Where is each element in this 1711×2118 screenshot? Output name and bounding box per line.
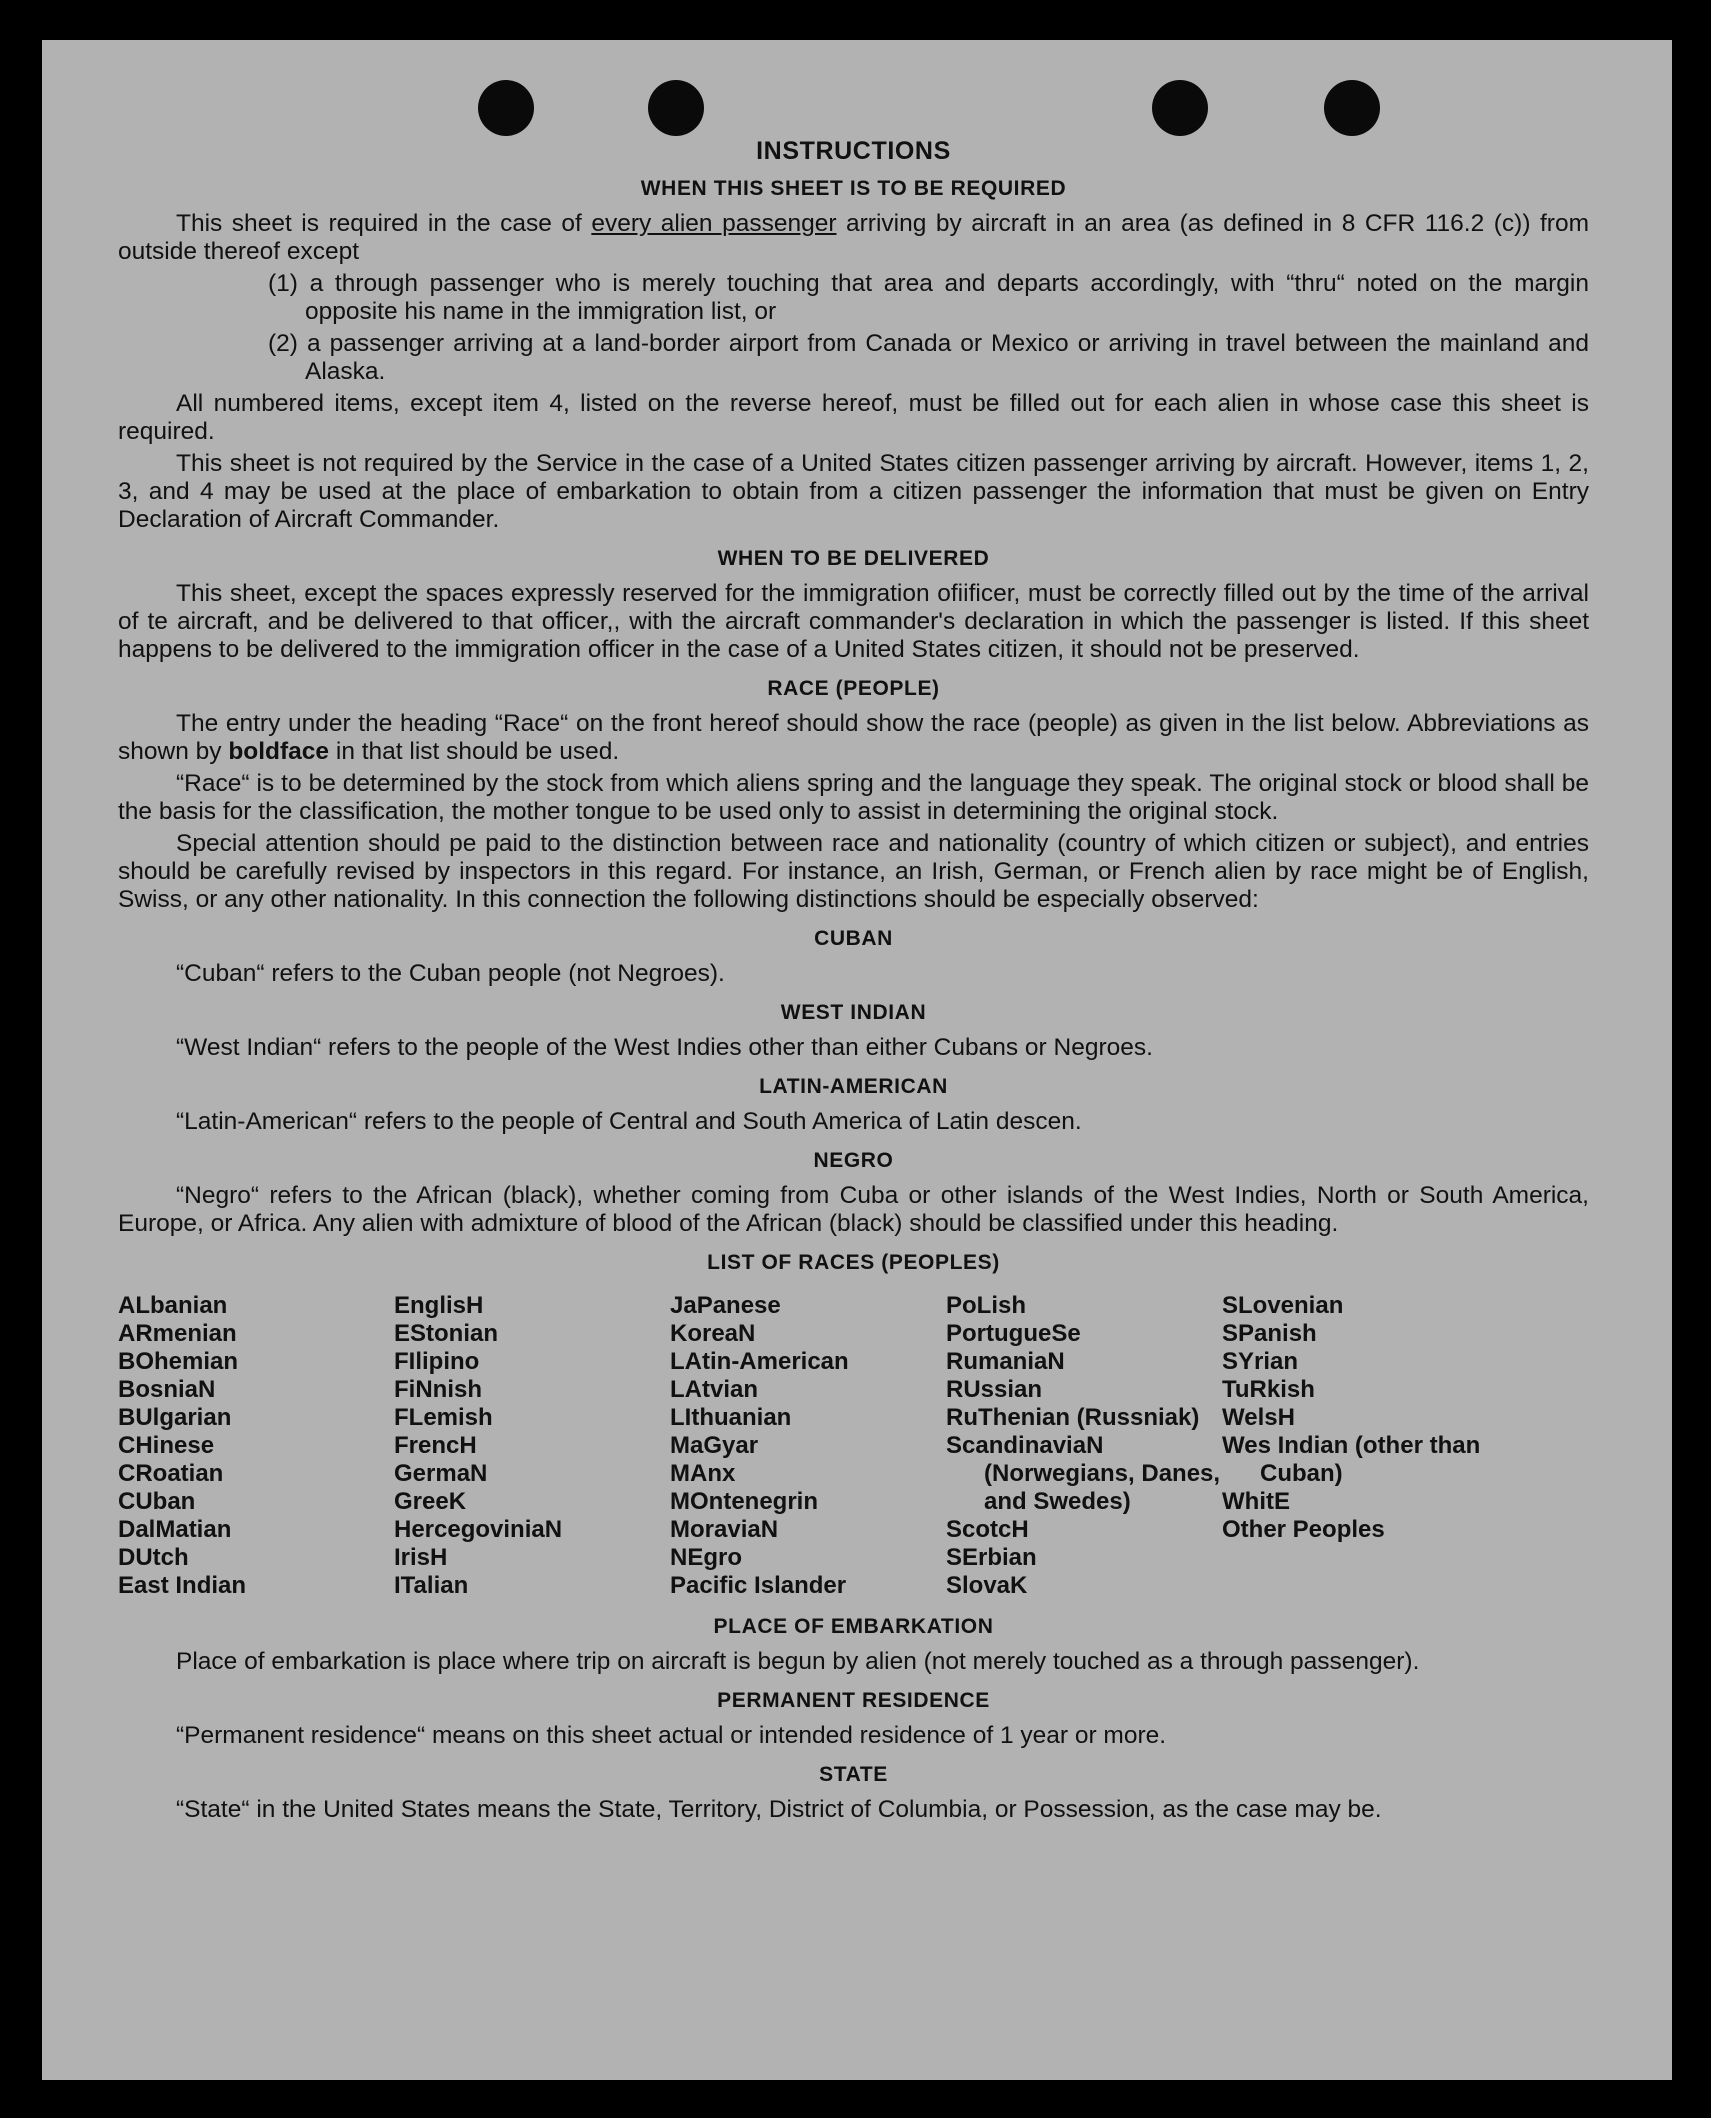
section-heading-state: STATE xyxy=(819,1763,888,1786)
race-item: CUban xyxy=(118,1488,196,1515)
race-item: GreeK xyxy=(394,1488,467,1515)
races-list xyxy=(118,1292,1589,1600)
race-item: SYrian xyxy=(1222,1348,1299,1375)
race-item: FrencH xyxy=(394,1432,477,1459)
race-item: ScandinaviaN (Norwegians, Danes, and Swedes) xyxy=(946,1432,1221,1515)
race-item: Pacific Islander xyxy=(670,1572,847,1599)
race-item: ARmenian xyxy=(118,1320,237,1347)
race-item: SlovaK xyxy=(946,1572,1028,1599)
paragraph: “West Indian“ refers to the people of the West Indies other than either Cubans or Negroes. xyxy=(176,1034,1153,1061)
paragraph: “Permanent residence“ means on this sheet actual or intended residence of 1 year or more. xyxy=(176,1722,1167,1749)
race-item: WhitE xyxy=(1222,1488,1290,1515)
bold-text: boldface xyxy=(228,738,330,765)
race-item: PoLish xyxy=(946,1292,1027,1319)
section-heading-west-indian: WEST INDIAN xyxy=(780,1001,927,1024)
race-item: WelsH xyxy=(1222,1404,1295,1431)
section-heading-when-delivered: WHEN TO BE DELIVERED xyxy=(717,547,990,570)
race-item: BOhemian xyxy=(118,1348,239,1375)
race-item: RUssian xyxy=(946,1376,1043,1403)
section-heading-cuban: CUBAN xyxy=(814,927,893,950)
race-item: LAtvian xyxy=(670,1376,759,1403)
race-item: CHinese xyxy=(118,1432,215,1459)
document-sheet xyxy=(42,40,1672,2080)
paragraph: This sheet, except the spaces expressly reserved for the immigration ofiificer, must be correctly filled out by the time of the arrival of te aircraft, and be delivered to that officer,, with the aircraft commander's declaration in which the passenger is listed. If this sheet happens to be delivered to the immigration officer in the case of a United States citizen, it should not be preserved. xyxy=(118,580,1589,663)
race-item: IrisH xyxy=(394,1544,448,1571)
race-item: CRoatian xyxy=(118,1460,224,1487)
paragraph: Place of embarkation is place where trip on aircraft is begun by alien (not merely touched as a through passenger). xyxy=(176,1648,1420,1675)
race-item: FIlipino xyxy=(394,1348,480,1375)
text-span: arriving by aircraft in an area (as defined in 8 CFR 116.2 (c)) from outside thereof except xyxy=(118,210,1590,265)
race-item: BosniaN xyxy=(118,1376,216,1403)
text-span: The entry under the heading “Race“ on the front hereof should show the race (people) as given in the list below. Abbreviations as shown by xyxy=(118,710,1589,765)
race-item: Other Peoples xyxy=(1222,1516,1385,1543)
race-item: EStonian xyxy=(394,1320,499,1347)
exception-item-2: (2) a passenger arriving at a land-border airport from Canada or Mexico or arriving in travel between the mainland and Alaska. xyxy=(268,330,1589,385)
race-item: SErbian xyxy=(946,1544,1037,1571)
races-column xyxy=(1222,1292,1522,1600)
race-item: MaGyar xyxy=(670,1432,759,1459)
paragraph: “Cuban“ refers to the Cuban people (not Negroes). xyxy=(176,960,725,987)
race-item: East Indian xyxy=(118,1572,247,1599)
section-heading-embarkation: PLACE OF EMBARKATION xyxy=(713,1615,994,1638)
race-item: SPanish xyxy=(1222,1320,1317,1347)
page-title: INSTRUCTIONS xyxy=(756,137,951,165)
race-item: DUtch xyxy=(118,1544,189,1571)
race-item: GermaN xyxy=(394,1460,488,1487)
race-item: MoraviaN xyxy=(670,1516,779,1543)
underlined-text: every alien passenger xyxy=(591,210,837,237)
race-item: ALbanian xyxy=(118,1292,228,1319)
section-heading-when-required: WHEN THIS SHEET IS TO BE REQUIRED xyxy=(640,177,1067,200)
race-item: BUlgarian xyxy=(118,1404,232,1431)
section-heading-negro: NEGRO xyxy=(813,1149,894,1172)
race-item: RumaniaN xyxy=(946,1348,1065,1375)
exception-item-1: (1) a through passenger who is merely touching that area and departs accordingly, with “thru“ noted on the margin opposite his name in the immigration list, or xyxy=(268,270,1589,325)
paragraph xyxy=(118,210,1589,266)
paragraph: “Negro“ refers to the African (black), whether coming from Cuba or other islands of the West Indies, North or South America, Europe, or Africa. Any alien with admixture of blood of the African (black) should be classified under this heading. xyxy=(118,1182,1589,1237)
paragraph: “Race“ is to be determined by the stock from which aliens spring and the language they speak. The original stock or blood shall be the basis for the classification, the mother tongue to be used only to assist in determining the original stock. xyxy=(118,770,1589,825)
instructions-content xyxy=(118,92,1589,1828)
race-item: ScotcH xyxy=(946,1516,1029,1543)
race-item: PortugueSe xyxy=(946,1320,1081,1347)
paragraph: All numbered items, except item 4, listed on the reverse hereof, must be filled out for each alien in whose case this sheet is required. xyxy=(118,390,1589,445)
race-item: FLemish xyxy=(394,1404,493,1431)
race-item: FiNnish xyxy=(394,1376,482,1403)
races-column xyxy=(394,1292,670,1600)
paragraph: “Latin-American“ refers to the people of Central and South America of Latin descen. xyxy=(176,1108,1082,1135)
race-item: MAnx xyxy=(670,1460,736,1487)
race-item: EnglisH xyxy=(394,1292,484,1319)
section-heading-list-of-races: LIST OF RACES (PEOPLES) xyxy=(707,1251,1000,1274)
race-item: RuThenian (Russniak) xyxy=(946,1404,1200,1431)
race-item: DalMatian xyxy=(118,1516,232,1543)
races-column xyxy=(118,1292,394,1600)
race-item: HercegoviniaN xyxy=(394,1516,563,1543)
race-item: LAtin-American xyxy=(670,1348,849,1375)
race-item: TuRkish xyxy=(1222,1376,1315,1403)
race-item: KoreaN xyxy=(670,1320,756,1347)
paragraph xyxy=(118,710,1589,766)
text-span: This sheet is required in the case of xyxy=(176,210,592,237)
race-item: JaPanese xyxy=(670,1292,781,1319)
paragraph: This sheet is not required by the Service in the case of a United States citizen passenger arriving by aircraft. However, items 1, 2, 3, and 4 may be used at the place of embarkation to obtain from a citizen passenger the information that must be given on Entry Declaration of Aircraft Commander. xyxy=(118,450,1589,533)
section-heading-residence: PERMANENT RESIDENCE xyxy=(717,1689,990,1712)
races-column xyxy=(670,1292,946,1600)
race-item: LIthuanian xyxy=(670,1404,792,1431)
section-heading-race: RACE (PEOPLE) xyxy=(767,677,940,700)
race-item: SLovenian xyxy=(1222,1292,1344,1319)
text-span: in that list should be used. xyxy=(329,738,620,765)
section-heading-latin-american: LATIN-AMERICAN xyxy=(759,1075,948,1098)
race-item: ITalian xyxy=(394,1572,469,1599)
race-item: MOntenegrin xyxy=(670,1488,818,1515)
race-item: NEgro xyxy=(670,1544,742,1571)
races-column xyxy=(946,1292,1222,1600)
paragraph: Special attention should pe paid to the distinction between race and nationality (country of which citizen or subject), and entries should be carefully revised by inspectors in this regard. For instance, an Irish, German, or French alien by race might be of English, Swiss, or any other nationality. In this connection the following distinctions should be especially observed: xyxy=(118,830,1589,913)
paragraph: “State“ in the United States means the State, Territory, District of Columbia, or Possession, as the case may be. xyxy=(176,1796,1382,1823)
race-item: Wes Indian (other than Cuban) xyxy=(1222,1432,1481,1487)
